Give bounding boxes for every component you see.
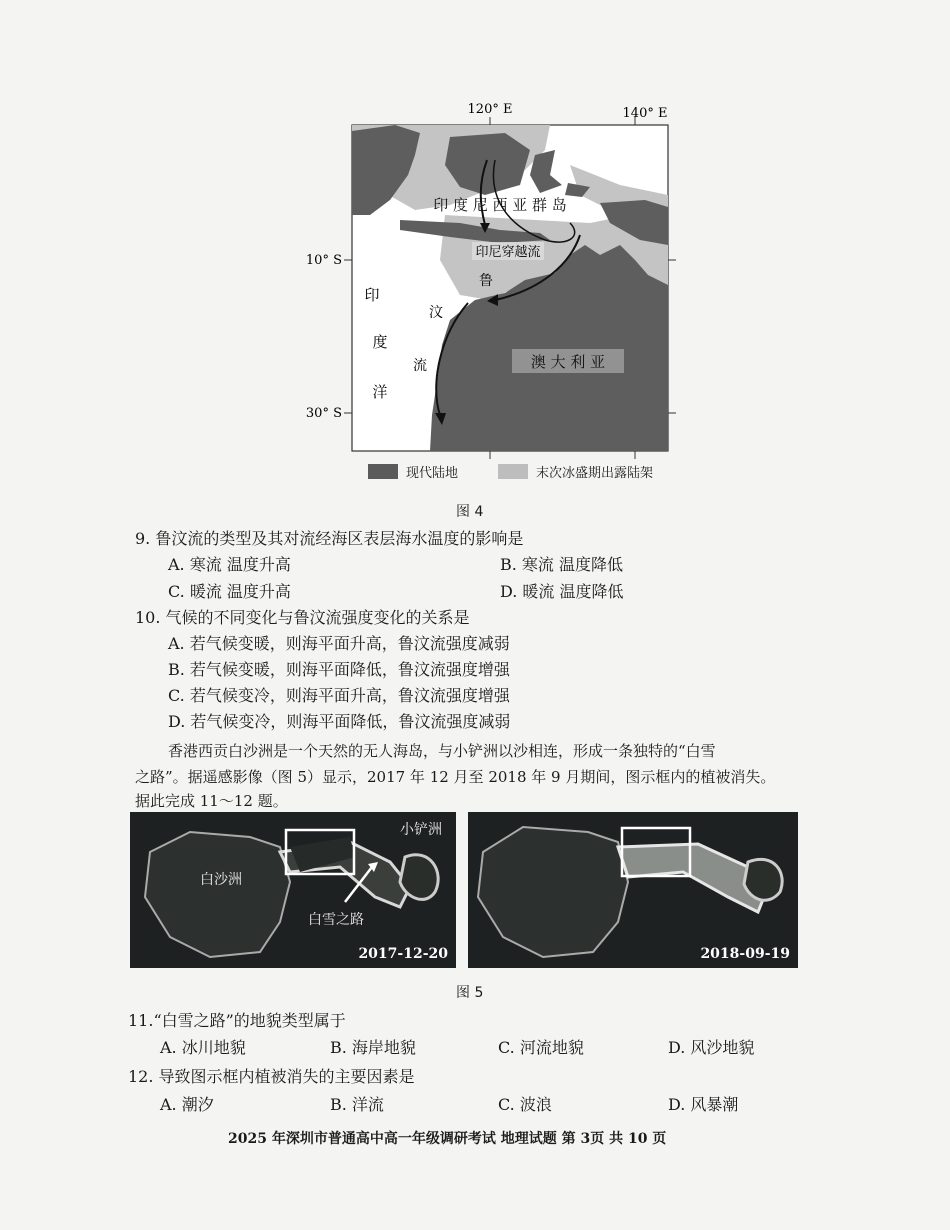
question-9-stem: 9. 鲁汶流的类型及其对流经海区表层海水温度的影响是 xyxy=(135,529,524,548)
question-10-option-b: B. 若气候变暖，则海平面降低，鲁汶流强度增强 xyxy=(168,660,510,679)
question-9-option-c: C. 暖流 温度升高 xyxy=(168,582,291,601)
question-12-option-a: A. 潮汐 xyxy=(160,1095,214,1114)
question-11-option-a: A. 冰川地貌 xyxy=(160,1038,246,1057)
date-2017: 2017-12-20 xyxy=(358,946,448,962)
label-leeuwin-2: 汶 xyxy=(429,305,443,321)
satellite-image-2017 xyxy=(130,812,456,968)
figure-4-caption: 图 4 xyxy=(456,504,484,520)
lon-label-120: 120° E xyxy=(467,102,513,117)
question-11-option-d: D. 风沙地貌 xyxy=(668,1038,755,1057)
label-leeuwin-3: 流 xyxy=(413,358,427,374)
satellite-svg-2017 xyxy=(130,812,456,968)
lat-label-10: 10° S xyxy=(305,253,342,268)
date-2018: 2018-09-19 xyxy=(700,946,790,962)
label-xiaochanzhou: 小铲洲 xyxy=(400,822,442,838)
question-12-option-d: D. 风暴潮 xyxy=(668,1095,739,1114)
question-11-option-b: B. 海岸地貌 xyxy=(330,1038,416,1057)
question-11-option-c: C. 河流地貌 xyxy=(498,1038,584,1057)
satellite-image-2018 xyxy=(468,812,798,968)
label-baishazhou: 白沙洲 xyxy=(200,872,242,888)
legend-label-exposed-shelf: 末次冰盛期出露陆架 xyxy=(536,466,654,481)
legend-modern-land xyxy=(368,462,458,481)
question-12-option-b: B. 洋流 xyxy=(330,1095,384,1114)
label-ocean-3: 洋 xyxy=(372,383,388,401)
lon-label-140: 140° E xyxy=(622,106,668,121)
question-9-option-a: A. 寒流 温度升高 xyxy=(168,555,291,574)
question-10-stem: 10. 气候的不同变化与鲁汶流强度变化的关系是 xyxy=(135,608,470,627)
label-snow-road: 白雪之路 xyxy=(308,912,364,928)
question-10-option-d: D. 若气候变冷，则海平面降低，鲁汶流强度减弱 xyxy=(168,712,511,731)
question-9-option-b: B. 寒流 温度降低 xyxy=(500,555,624,574)
legend-swatch-dark xyxy=(368,464,398,479)
label-leeuwin-1: 鲁 xyxy=(479,273,493,289)
question-12-stem: 12. 导致图示框内植被消失的主要因素是 xyxy=(128,1067,415,1086)
question-10-option-a: A. 若气候变暖，则海平面升高，鲁汶流强度减弱 xyxy=(168,634,510,653)
page-footer: 2025 年深圳市普通高中高一年级调研考试 地理试题 第 3页 共 10 页 xyxy=(228,1131,667,1147)
question-9-option-d: D. 暖流 温度降低 xyxy=(500,582,624,601)
question-12-option-c: C. 波浪 xyxy=(498,1095,552,1114)
lat-label-30: 30° S xyxy=(305,406,342,421)
legend-exposed-shelf xyxy=(498,462,653,481)
map-svg xyxy=(300,95,700,495)
label-itf: 印尼穿越流 xyxy=(475,245,541,260)
figure-5-caption: 图 5 xyxy=(456,985,484,1001)
label-ocean-2: 度 xyxy=(372,333,388,351)
figure-4-map xyxy=(300,95,700,495)
label-archipelago: 印 度 尼 西 亚 群 岛 xyxy=(433,196,567,214)
question-11-stem: 11.“白雪之路”的地貌类型属于 xyxy=(128,1011,346,1030)
passage-line-1: 香港西贡白沙洲是一个天然的无人海岛，与小铲洲以沙相连，形成一条独特的“白雪 xyxy=(168,742,716,760)
legend-swatch-light xyxy=(498,464,528,479)
passage-line-3: 据此完成 11～12 题。 xyxy=(135,792,288,810)
satellite-svg-2018 xyxy=(468,812,798,968)
label-ocean-1: 印 xyxy=(364,286,380,304)
label-australia: 澳 大 利 亚 xyxy=(530,353,606,371)
legend-label-modern-land: 现代陆地 xyxy=(406,466,459,481)
question-10-option-c: C. 若气候变冷，则海平面升高，鲁汶流强度增强 xyxy=(168,686,510,705)
passage-line-2: 之路”。据遥感影像（图 5）显示，2017 年 12 月至 2018 年 9 月期间，图示框内的植被消失。 xyxy=(135,768,776,786)
